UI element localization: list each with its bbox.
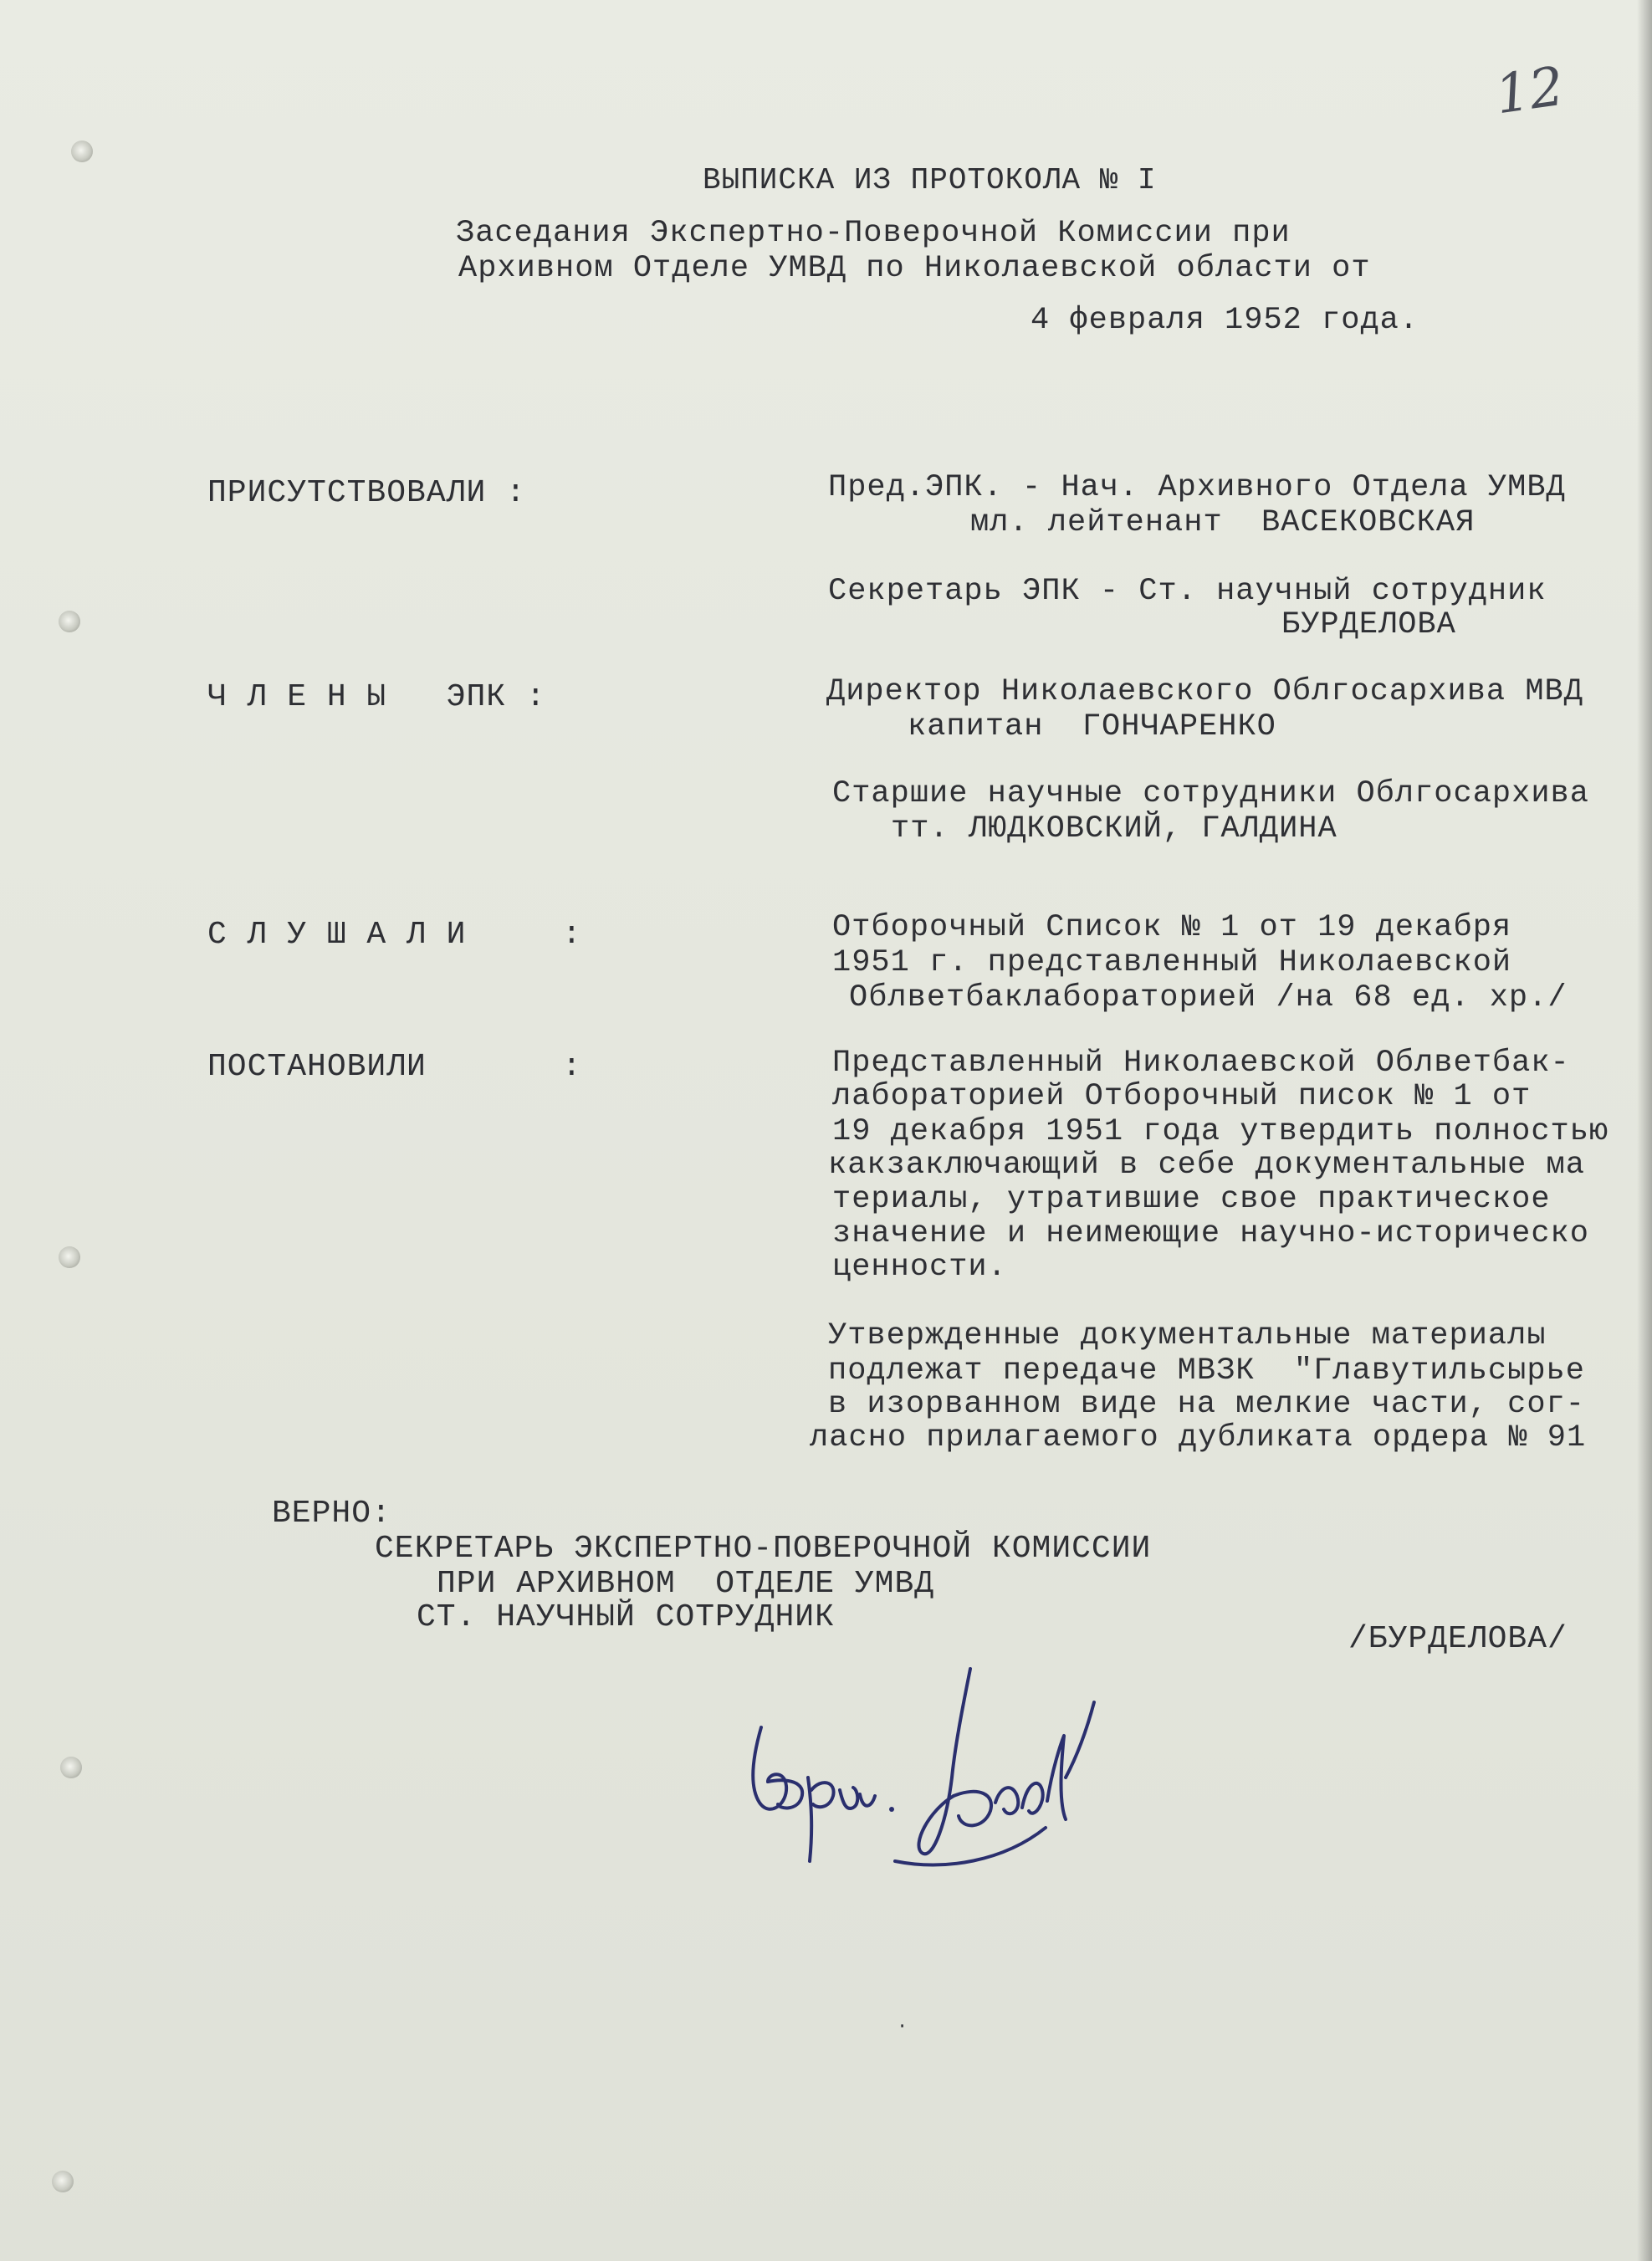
members-line: капитан ГОНЧАРЕНКО: [908, 709, 1276, 744]
decided-line: 19 декабря 1951 года утвердить полностью: [832, 1114, 1609, 1149]
heard-line: Отборочный Список № 1 от 19 декабря: [832, 910, 1512, 945]
present-line: БУРДЕЛОВА: [1281, 607, 1456, 642]
certified-line: СЕКРЕТАРЬ ЭКСПЕРТНО-ПОВЕРОЧНОЙ КОМИССИИ: [375, 1531, 1152, 1567]
decided-line: Представленный Николаевской Облветбак-: [832, 1046, 1570, 1081]
punch-hole: [59, 1246, 80, 1268]
subtitle-line: Архивном Отделе УМВД по Николаевской области от: [458, 251, 1371, 286]
subtitle-line: Заседания Экспертно-Поверочной Комиссии при: [456, 216, 1291, 251]
signatory-name: /БУРДЕЛОВА/: [1348, 1621, 1568, 1657]
decided-line: териалы, утратившие свое практическое: [832, 1182, 1551, 1217]
folio-number: 12: [1491, 55, 1568, 127]
heard-line: 1951 г. представленный Николаевской: [832, 945, 1512, 980]
members-line: тт. ЛЮДКОВСКИЙ, ГАЛДИНА: [891, 811, 1337, 847]
punch-hole: [60, 1757, 82, 1778]
certified-line: СТ. НАУЧНЫЙ СОТРУДНИК: [417, 1599, 835, 1635]
present-line: Секретарь ЭПК - Ст. научный сотрудник: [828, 574, 1547, 609]
subtitle-line: 4 февраля 1952 года.: [1031, 303, 1419, 338]
decided-line: в изорванном виде на мелкие части, сог-: [828, 1387, 1585, 1422]
members-label: Ч Л Е Н Ы ЭПК :: [207, 679, 546, 715]
present-label: ПРИСУТСТВОВАЛИ :: [207, 475, 526, 511]
decided-line: ласно прилагаемого дубликата ордера № 91: [810, 1420, 1587, 1455]
present-line: Пред.ЭПК. - Нач. Архивного Отдела УМВД: [828, 470, 1566, 505]
heard-line: Облветбаклабораторией /на 68 ед. хр./: [849, 980, 1568, 1015]
members-line: Директор Николаевского Облгосархива МВД: [826, 674, 1583, 709]
decided-line: Утвержденные документальные материалы: [828, 1318, 1547, 1353]
heard-colon: :: [562, 917, 582, 953]
decided-line: какзаключающий в себе документальные ма: [828, 1148, 1585, 1183]
decided-line: подлежат передаче МВЗК "Главутильсырье: [828, 1353, 1585, 1389]
decided-line: лабораторией Отборочный писок № 1 от: [832, 1079, 1532, 1114]
decided-label: ПОСТАНОВИЛИ: [207, 1049, 427, 1085]
handwritten-signature: [728, 1610, 1129, 1886]
decided-line: значение и неимеющие научно-историческо: [832, 1216, 1589, 1251]
members-line: Старшие научные сотрудники Облгосархива: [832, 776, 1589, 811]
page-edge-shadow: [1637, 0, 1652, 2261]
decided-line: ценности.: [832, 1250, 1007, 1285]
punch-hole: [59, 611, 80, 632]
certified-line: ПРИ АРХИВНОМ ОТДЕЛЕ УМВД: [437, 1566, 935, 1602]
present-line: мл. лейтенант ВАСЕКОВСКАЯ: [970, 505, 1476, 540]
certified-label: ВЕРНО:: [272, 1496, 391, 1532]
punch-hole: [52, 2171, 74, 2192]
heard-label: С Л У Ш А Л И: [207, 917, 467, 953]
document-title: ВЫПИСКА ИЗ ПРОТОКОЛА № I: [703, 163, 1157, 197]
stray-mark: ·: [897, 2016, 909, 2037]
punch-hole: [71, 141, 93, 162]
decided-colon: :: [562, 1049, 582, 1085]
